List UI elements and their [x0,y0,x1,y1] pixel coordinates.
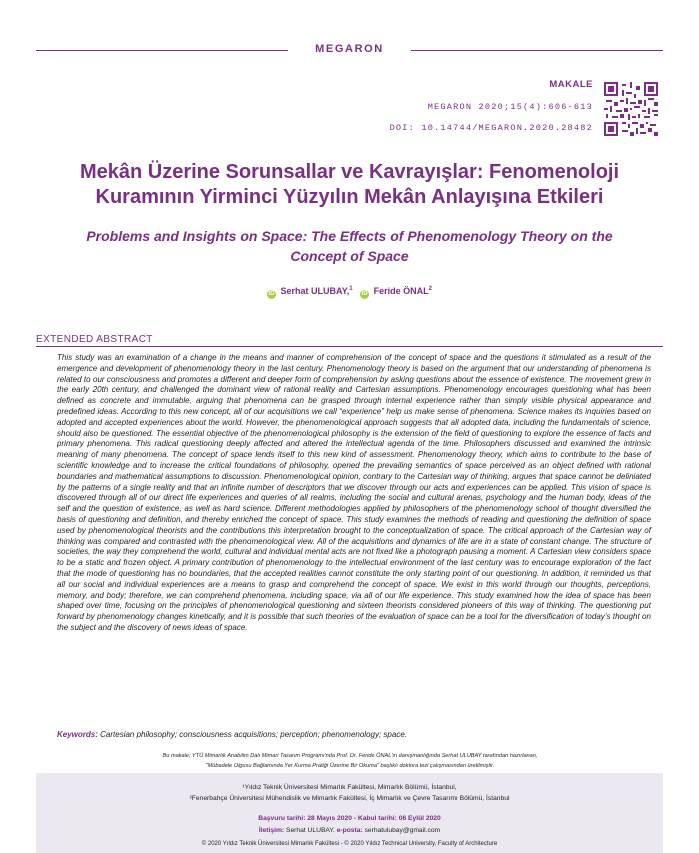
header-rule-right [411,50,663,51]
qr-code-icon[interactable] [604,82,658,136]
submission-dates: Başvuru tarihi: 28 Mayıs 2020 - Kabul tarihi: 06 Eylül 2020 [258,815,441,822]
affiliation: ²Fenerbahçe Üniversitesi Mühendislik ve Mimarlık Fakültesi, İç Mimarlık ve Çevre Tasarımı Bölümü, İstanbul [189,795,510,802]
orcid-icon[interactable]: iD [361,291,368,297]
thesis-note: Bu makale; YTÜ Mimarlık Anabilim Dalı Mimari Tasarım Programı'nda Prof. Dr. Feride ÖNAL'ın danışmanlığında Serhat ULUBAY tarafından hazırlanan, [162,753,538,759]
keywords [57,730,651,739]
journal-name: MEGARON [315,43,384,55]
copyright: © 2020 Yıldız Teknik Üniversitesi Mimarlık Fakültesi - © 2020 Yıldız Technical University, Faculty of Architecture [201,841,498,847]
article-title-english: Problems and Insights on Space: The Effects of Phenomenology Theory on the Concept of Space [86,228,613,264]
article-type: MAKALE [549,79,593,90]
orcid-icon[interactable]: iD [268,291,275,297]
author-name: Serhat ULUBAY, [280,286,350,296]
extended-abstract-heading: EXTENDED ABSTRACT [36,334,153,345]
affiliation: ¹Yıldız Teknik Üniversitesi Mimarlık Fakültesi, Mimarlık Bölümü, İstanbul, [242,784,457,791]
journal-header [36,43,663,57]
keywords-label: Keywords: [57,730,98,739]
email-label: e-posta: [336,827,363,834]
thesis-note: "Mübadele Olgusu Bağlamında Yer Kurma Pratiği Üzerine Bir Okuma" başlıklı doktora tezi çalışmasından üretilmiştir. [205,763,495,769]
email-link[interactable]: serhatulubay@gmail.com [364,827,441,834]
keywords-text: Cartesian philosophy; consciousness acquisitions; perception; phenomenology; space. [100,730,407,739]
contact-label: İletişim: [258,827,285,834]
contact-info [0,827,699,834]
author-affiliation-mark: 1 [349,286,353,292]
author-name: Feride ÖNAL [373,286,429,296]
author-affiliation-mark: 2 [428,286,432,292]
abstract-text: This study was an examination of a change in the means and manner of comprehension of the concept of space and the questions it stimulated as a result of the emergence and development of phenomenology theory in the last century. Phenomenology theory is based on the argument that our understanding of phenomena is related to our consciousness and promotes a different and deeper form of comprehension by asking questions about the essence of existence. The movement grew in the early 20th century, and challenged the dominant view of rational reality and Cartesian assumptions. Phenomenology encourages questioning what has been defined as concrete and immutable, arguing that phenomena can be grasped through internal experience rather than simply visible physical appearance and predefined ideas. According to this new concept, all of our acquisitions we call “experience” help us make sense of phenomena. Science makes its inquiries based on adopted and accepted experiences about the world. However, the phenomenological approach suggests that all adopted data, including the fundamentals of science, should also be questioned. The essential objective of the phenomenological philosophy is the extension of the field of questioning to explore the essence of facts and primary phenomena. This radical questioning deeply affected and altered the intellectual agenda of the time. Philosophers discussed and examined the intrinsic meaning of many phenomena. The concept of space lends itself to this new kind of assessment. Phenomenology theory, which aims to contribute to the base of scientific knowledge and to increase the critical foundations of philosophy, opened the prevailing semantics of space perceived as an object defined with rational boundaries and mathematical assumptions to discussion. Phenomenological opinion, contrary to the Cartesian way of thinking, argues that space cannot be deliniated by the patterns of a single reality and that an infinite number of descriptors that we discover through our acts and experiences can be applied. This vision of space is discovered through all of our direct life experiences and queries of all realms, including the social and cultural arenas, psychology and the human body, ideas of the self and the question of existence, as well as hard science. Different methodologies applied by philosophers of the phenomenology school of thought diversified the basis of questioning and definition, and thereby enriched the concept of space. This study examines the methods of reading and questioning the definition of space used by phenomenological theorists and the contributions this interpretation brought to the conceptualization of space. The critical approach of the Cartesian way of thinking was compared and contrasted with the phenomenological view. All of the acquisitions and dynamics of life are in a state of constant change. The structure of societies, the way they comprehend the world, cultural and individual mental acts are not fixed like a photograph pausing a moment. A Cartesian view considers space to be a static and frozen object. A primary contribution of phenomenology to the intellectual environment of the last century was to encourage exploration of the fact that the mode of questioning has no boundaries, that the accepted realities cannot constitute the only starting point of our questioning. In addition, it reminded us that all our social and individual experiences are a means to grasp and comprehend the concept of space. We exist in this world through our thoughts, perceptions, memory, and body; therefore, we can comprehend phenomena, including space, via all of our life experience. This study examined how the idea of space has been shaped over time, focusing on the principles of phenomenological questioning and sixteen theorists considered pioneers of this way of thinking. The questioning put forward by phenomenology changes kinetically, and it is possible that such theories of the evaluation of space can be a tool for the diversification of today’s thought on the subject and the discovery of news ideas of space. [57,353,651,632]
section-divider [36,346,663,347]
contact-name: Serhat ULUBAY. [286,827,335,834]
article-title-turkish: Mekân Üzerine Sorunsallar ve Kavrayışlar: Fenomenoloji Kuramının Yirminci Yüzyılın Mekân Anlayışına Etkileri [79,161,620,208]
doi-link[interactable]: DOI: 10.14744/MEGARON.2020.28482 [389,123,593,133]
citation: MEGARON 2020;15(4):606-613 [427,102,593,112]
author-list [0,286,699,299]
